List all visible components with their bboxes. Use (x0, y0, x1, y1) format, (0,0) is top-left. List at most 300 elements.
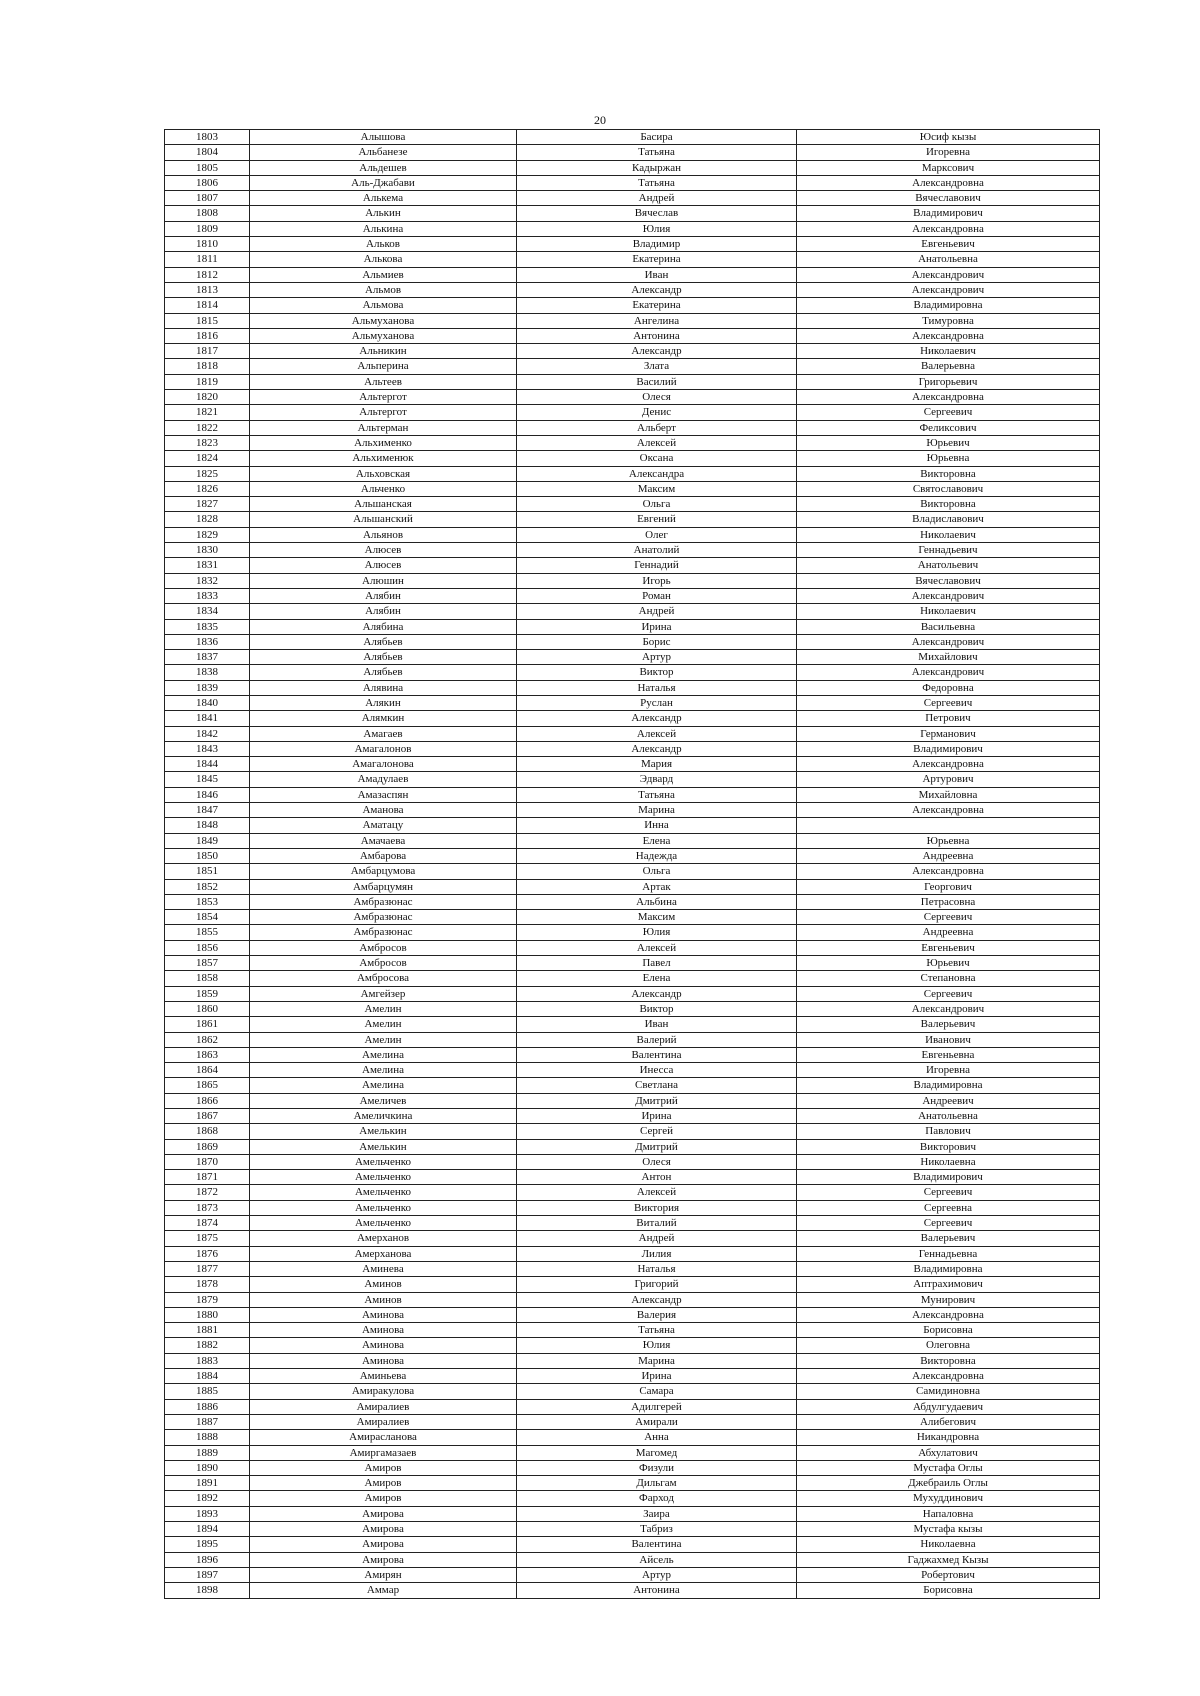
patronymic-cell: Александрович (797, 282, 1100, 297)
row-number-cell: 1879 (165, 1292, 250, 1307)
row-number-cell: 1861 (165, 1017, 250, 1032)
surname-cell: Амерханова (250, 1246, 517, 1261)
first-name-cell: Надежда (517, 848, 797, 863)
table-row (165, 1154, 1100, 1169)
surname-cell: Амбарцумян (250, 879, 517, 894)
surname-cell: Альмуханова (250, 328, 517, 343)
first-name-cell: Юлия (517, 1338, 797, 1353)
surname-cell: Алякин (250, 695, 517, 710)
table-row (165, 634, 1100, 649)
row-number-cell: 1831 (165, 558, 250, 573)
surname-cell: Амиров (250, 1460, 517, 1475)
table-row (165, 359, 1100, 374)
patronymic-cell: Сергеевич (797, 910, 1100, 925)
row-number-cell: 1843 (165, 741, 250, 756)
surname-cell: Амелина (250, 1047, 517, 1062)
patronymic-cell: Анатольевна (797, 1109, 1100, 1124)
surname-cell: Амелин (250, 1032, 517, 1047)
table-row (165, 1200, 1100, 1215)
surname-cell: Амелькин (250, 1139, 517, 1154)
table-row (165, 1047, 1100, 1062)
first-name-cell: Иван (517, 1017, 797, 1032)
table-row (165, 298, 1100, 313)
names-table-body (165, 130, 1100, 1599)
first-name-cell: Инесса (517, 1063, 797, 1078)
patronymic-cell: Мунирович (797, 1292, 1100, 1307)
row-number-cell: 1840 (165, 695, 250, 710)
first-name-cell: Светлана (517, 1078, 797, 1093)
patronymic-cell: Юрьевич (797, 435, 1100, 450)
first-name-cell: Артак (517, 879, 797, 894)
surname-cell: Альхименко (250, 435, 517, 450)
first-name-cell: Василий (517, 374, 797, 389)
surname-cell: Аминова (250, 1307, 517, 1322)
surname-cell: Альшанская (250, 497, 517, 512)
surname-cell: Амирасланова (250, 1430, 517, 1445)
patronymic-cell: Сергеевич (797, 1216, 1100, 1231)
surname-cell: Амирова (250, 1506, 517, 1521)
table-row (165, 1246, 1100, 1261)
table-row (165, 1093, 1100, 1108)
surname-cell: Амазаспян (250, 787, 517, 802)
table-row (165, 1460, 1100, 1475)
patronymic-cell: Валерьевна (797, 359, 1100, 374)
row-number-cell: 1828 (165, 512, 250, 527)
patronymic-cell: Мустафа кызы (797, 1522, 1100, 1537)
patronymic-cell: Александровна (797, 1307, 1100, 1322)
row-number-cell: 1898 (165, 1583, 250, 1598)
first-name-cell: Альбина (517, 894, 797, 909)
surname-cell: Амелин (250, 1001, 517, 1016)
first-name-cell: Самара (517, 1384, 797, 1399)
surname-cell: Амбразюнас (250, 925, 517, 940)
row-number-cell: 1825 (165, 466, 250, 481)
patronymic-cell: Евгеньевна (797, 1047, 1100, 1062)
row-number-cell: 1855 (165, 925, 250, 940)
table-row (165, 390, 1100, 405)
row-number-cell: 1874 (165, 1216, 250, 1231)
row-number-cell: 1887 (165, 1414, 250, 1429)
row-number-cell: 1816 (165, 328, 250, 343)
row-number-cell: 1805 (165, 160, 250, 175)
row-number-cell: 1803 (165, 130, 250, 145)
table-row (165, 145, 1100, 160)
surname-cell: Амиралиев (250, 1414, 517, 1429)
patronymic-cell: Владимирович (797, 206, 1100, 221)
first-name-cell: Павел (517, 956, 797, 971)
patronymic-cell: Мустафа Оглы (797, 1460, 1100, 1475)
table-row (165, 1522, 1100, 1537)
row-number-cell: 1866 (165, 1093, 250, 1108)
patronymic-cell: Валерьевич (797, 1231, 1100, 1246)
patronymic-cell: Николаевич (797, 344, 1100, 359)
patronymic-cell: Владимирович (797, 741, 1100, 756)
row-number-cell: 1815 (165, 313, 250, 328)
row-number-cell: 1897 (165, 1567, 250, 1582)
patronymic-cell: Александрович (797, 634, 1100, 649)
row-number-cell: 1882 (165, 1338, 250, 1353)
table-row (165, 1216, 1100, 1231)
surname-cell: Альмов (250, 282, 517, 297)
row-number-cell: 1854 (165, 910, 250, 925)
table-row (165, 650, 1100, 665)
table-row (165, 1476, 1100, 1491)
surname-cell: Амельченко (250, 1170, 517, 1185)
table-row (165, 1261, 1100, 1276)
first-name-cell: Анатолий (517, 543, 797, 558)
surname-cell: Алябин (250, 604, 517, 619)
surname-cell: Алькин (250, 206, 517, 221)
table-row (165, 1292, 1100, 1307)
first-name-cell: Ольга (517, 497, 797, 512)
surname-cell: Алькема (250, 191, 517, 206)
row-number-cell: 1823 (165, 435, 250, 450)
first-name-cell: Дильгам (517, 1476, 797, 1491)
row-number-cell: 1846 (165, 787, 250, 802)
table-row (165, 940, 1100, 955)
patronymic-cell: Борисовна (797, 1583, 1100, 1598)
first-name-cell: Злата (517, 359, 797, 374)
table-row (165, 864, 1100, 879)
first-name-cell: Антонина (517, 1583, 797, 1598)
first-name-cell: Валерий (517, 1032, 797, 1047)
first-name-cell: Валентина (517, 1047, 797, 1062)
table-row (165, 527, 1100, 542)
first-name-cell: Заира (517, 1506, 797, 1521)
surname-cell: Алямкин (250, 711, 517, 726)
first-name-cell: Алексей (517, 435, 797, 450)
row-number-cell: 1872 (165, 1185, 250, 1200)
first-name-cell: Юлия (517, 221, 797, 236)
table-row (165, 328, 1100, 343)
surname-cell: Амирян (250, 1567, 517, 1582)
surname-cell: Альховская (250, 466, 517, 481)
table-row (165, 1124, 1100, 1139)
table-row (165, 619, 1100, 634)
patronymic-cell: Сергеевич (797, 695, 1100, 710)
surname-cell: Амагалонов (250, 741, 517, 756)
first-name-cell: Руслан (517, 695, 797, 710)
surname-cell: Амиров (250, 1476, 517, 1491)
first-name-cell: Марина (517, 1353, 797, 1368)
surname-cell: Аминьева (250, 1369, 517, 1384)
patronymic-cell: Александровна (797, 390, 1100, 405)
first-name-cell: Олег (517, 527, 797, 542)
row-number-cell: 1885 (165, 1384, 250, 1399)
surname-cell: Аматацу (250, 818, 517, 833)
surname-cell: Алябьев (250, 650, 517, 665)
patronymic-cell: Викторовна (797, 497, 1100, 512)
patronymic-cell: Владимирович (797, 1170, 1100, 1185)
table-row (165, 925, 1100, 940)
surname-cell: Амелькин (250, 1124, 517, 1139)
row-number-cell: 1886 (165, 1399, 250, 1414)
patronymic-cell: Сергеевна (797, 1200, 1100, 1215)
row-number-cell: 1836 (165, 634, 250, 649)
first-name-cell: Валерия (517, 1307, 797, 1322)
surname-cell: Алькина (250, 221, 517, 236)
patronymic-cell: Аптрахимович (797, 1277, 1100, 1292)
first-name-cell: Оксана (517, 451, 797, 466)
row-number-cell: 1890 (165, 1460, 250, 1475)
surname-cell: Альперина (250, 359, 517, 374)
first-name-cell: Табриз (517, 1522, 797, 1537)
surname-cell: Амбразюнас (250, 910, 517, 925)
row-number-cell: 1811 (165, 252, 250, 267)
row-number-cell: 1860 (165, 1001, 250, 1016)
surname-cell: Амельченко (250, 1216, 517, 1231)
row-number-cell: 1870 (165, 1154, 250, 1169)
table-row (165, 1078, 1100, 1093)
table-row (165, 1323, 1100, 1338)
table-row (165, 818, 1100, 833)
table-row (165, 1185, 1100, 1200)
patronymic-cell: Григорьевич (797, 374, 1100, 389)
table-row (165, 221, 1100, 236)
patronymic-cell: Андреевич (797, 1093, 1100, 1108)
row-number-cell: 1892 (165, 1491, 250, 1506)
surname-cell: Амгейзер (250, 986, 517, 1001)
row-number-cell: 1820 (165, 390, 250, 405)
surname-cell: Амирова (250, 1522, 517, 1537)
row-number-cell: 1845 (165, 772, 250, 787)
surname-cell: Амагалонова (250, 757, 517, 772)
patronymic-cell: Николаевна (797, 1537, 1100, 1552)
table-row (165, 1537, 1100, 1552)
row-number-cell: 1856 (165, 940, 250, 955)
patronymic-cell: Васильевна (797, 619, 1100, 634)
patronymic-cell: Вячеславович (797, 573, 1100, 588)
surname-cell: Амелин (250, 1017, 517, 1032)
patronymic-cell: Павлович (797, 1124, 1100, 1139)
patronymic-cell: Иванович (797, 1032, 1100, 1047)
row-number-cell: 1807 (165, 191, 250, 206)
row-number-cell: 1824 (165, 451, 250, 466)
first-name-cell: Виктор (517, 1001, 797, 1016)
row-number-cell: 1809 (165, 221, 250, 236)
patronymic-cell: Артурович (797, 772, 1100, 787)
first-name-cell: Дмитрий (517, 1093, 797, 1108)
row-number-cell: 1876 (165, 1246, 250, 1261)
table-row (165, 711, 1100, 726)
patronymic-cell: Владиславович (797, 512, 1100, 527)
first-name-cell: Мария (517, 757, 797, 772)
table-row (165, 466, 1100, 481)
first-name-cell: Валентина (517, 1537, 797, 1552)
table-row (165, 451, 1100, 466)
first-name-cell: Максим (517, 910, 797, 925)
surname-cell: Амельченко (250, 1185, 517, 1200)
surname-cell: Альтергот (250, 390, 517, 405)
table-row (165, 1353, 1100, 1368)
patronymic-cell: Святославович (797, 481, 1100, 496)
patronymic-cell: Анатольевна (797, 252, 1100, 267)
first-name-cell: Елена (517, 971, 797, 986)
surname-cell: Аминева (250, 1261, 517, 1276)
first-name-cell: Андрей (517, 191, 797, 206)
row-number-cell: 1818 (165, 359, 250, 374)
row-number-cell: 1869 (165, 1139, 250, 1154)
row-number-cell: 1848 (165, 818, 250, 833)
surname-cell: Амирова (250, 1537, 517, 1552)
table-row (165, 497, 1100, 512)
surname-cell: Амиралиев (250, 1399, 517, 1414)
row-number-cell: 1859 (165, 986, 250, 1001)
first-name-cell: Екатерина (517, 298, 797, 313)
first-name-cell: Кадыржан (517, 160, 797, 175)
table-row (165, 1430, 1100, 1445)
patronymic-cell: Александрович (797, 588, 1100, 603)
table-row (165, 604, 1100, 619)
table-row (165, 1583, 1100, 1598)
patronymic-cell: Геннадьевна (797, 1246, 1100, 1261)
table-row (165, 833, 1100, 848)
patronymic-cell: Юрьевич (797, 956, 1100, 971)
table-row (165, 1032, 1100, 1047)
table-row (165, 1109, 1100, 1124)
table-row (165, 1369, 1100, 1384)
row-number-cell: 1888 (165, 1430, 250, 1445)
first-name-cell: Марина (517, 803, 797, 818)
surname-cell: Амеличев (250, 1093, 517, 1108)
surname-cell: Аль-Джабави (250, 175, 517, 190)
first-name-cell: Игорь (517, 573, 797, 588)
table-row (165, 206, 1100, 221)
patronymic-cell: Робертович (797, 1567, 1100, 1582)
table-row (165, 741, 1100, 756)
table-row (165, 1231, 1100, 1246)
row-number-cell: 1839 (165, 680, 250, 695)
row-number-cell: 1849 (165, 833, 250, 848)
row-number-cell: 1851 (165, 864, 250, 879)
surname-cell: Амбросов (250, 940, 517, 955)
surname-cell: Амиргамазаев (250, 1445, 517, 1460)
row-number-cell: 1867 (165, 1109, 250, 1124)
surname-cell: Амельченко (250, 1154, 517, 1169)
surname-cell: Аманова (250, 803, 517, 818)
page-number: 20 (594, 113, 606, 127)
row-number-cell: 1857 (165, 956, 250, 971)
first-name-cell: Алексей (517, 1185, 797, 1200)
row-number-cell: 1853 (165, 894, 250, 909)
row-number-cell: 1880 (165, 1307, 250, 1322)
table-row (165, 726, 1100, 741)
patronymic-cell: Абдулгудаевич (797, 1399, 1100, 1414)
table-row (165, 1399, 1100, 1414)
patronymic-cell: Гаджахмед Кызы (797, 1552, 1100, 1567)
surname-cell: Амиракулова (250, 1384, 517, 1399)
first-name-cell: Екатерина (517, 252, 797, 267)
row-number-cell: 1810 (165, 237, 250, 252)
names-table (164, 129, 1100, 1599)
surname-cell: Амадулаев (250, 772, 517, 787)
table-row (165, 313, 1100, 328)
surname-cell: Альдешев (250, 160, 517, 175)
first-name-cell: Алексей (517, 940, 797, 955)
row-number-cell: 1806 (165, 175, 250, 190)
row-number-cell: 1875 (165, 1231, 250, 1246)
row-number-cell: 1838 (165, 665, 250, 680)
row-number-cell: 1834 (165, 604, 250, 619)
surname-cell: Алябьев (250, 665, 517, 680)
patronymic-cell: Федоровна (797, 680, 1100, 695)
first-name-cell: Григорий (517, 1277, 797, 1292)
patronymic-cell: Александровна (797, 757, 1100, 772)
patronymic-cell: Петрасовна (797, 894, 1100, 909)
first-name-cell: Александр (517, 741, 797, 756)
surname-cell: Алькова (250, 252, 517, 267)
patronymic-cell: Андреевна (797, 848, 1100, 863)
row-number-cell: 1835 (165, 619, 250, 634)
table-row (165, 191, 1100, 206)
row-number-cell: 1819 (165, 374, 250, 389)
first-name-cell: Ангелина (517, 313, 797, 328)
patronymic-cell: Александровна (797, 221, 1100, 236)
table-row (165, 282, 1100, 297)
first-name-cell: Александр (517, 344, 797, 359)
surname-cell: Амбарова (250, 848, 517, 863)
patronymic-cell: Николаевич (797, 527, 1100, 542)
table-row (165, 588, 1100, 603)
patronymic-cell: Сергеевич (797, 986, 1100, 1001)
table-row (165, 848, 1100, 863)
surname-cell: Альченко (250, 481, 517, 496)
patronymic-cell: Викторовна (797, 466, 1100, 481)
first-name-cell: Басира (517, 130, 797, 145)
first-name-cell: Антон (517, 1170, 797, 1185)
surname-cell: Альтерман (250, 420, 517, 435)
patronymic-cell: Юсиф кызы (797, 130, 1100, 145)
surname-cell: Альмуханова (250, 313, 517, 328)
surname-cell: Амельченко (250, 1200, 517, 1215)
table-row (165, 1307, 1100, 1322)
surname-cell: Альмова (250, 298, 517, 313)
patronymic-cell: Сергеевич (797, 405, 1100, 420)
row-number-cell: 1826 (165, 481, 250, 496)
first-name-cell: Виктория (517, 1200, 797, 1215)
table-row (165, 1001, 1100, 1016)
surname-cell: Альшанский (250, 512, 517, 527)
table-row (165, 1491, 1100, 1506)
first-name-cell: Виталий (517, 1216, 797, 1231)
row-number-cell: 1830 (165, 543, 250, 558)
patronymic-cell: Юрьевна (797, 833, 1100, 848)
row-number-cell: 1868 (165, 1124, 250, 1139)
surname-cell: Амбросова (250, 971, 517, 986)
surname-cell: Алюсев (250, 558, 517, 573)
patronymic-cell: Степановна (797, 971, 1100, 986)
patronymic-cell: Германович (797, 726, 1100, 741)
patronymic-cell: Андреевна (797, 925, 1100, 940)
table-row (165, 1567, 1100, 1582)
first-name-cell: Эдвард (517, 772, 797, 787)
table-row (165, 344, 1100, 359)
row-number-cell: 1871 (165, 1170, 250, 1185)
first-name-cell: Сергей (517, 1124, 797, 1139)
row-number-cell: 1862 (165, 1032, 250, 1047)
row-number-cell: 1844 (165, 757, 250, 772)
surname-cell: Алышова (250, 130, 517, 145)
first-name-cell: Александр (517, 282, 797, 297)
patronymic-cell: Игоревна (797, 145, 1100, 160)
surname-cell: Альтергот (250, 405, 517, 420)
first-name-cell: Александр (517, 1292, 797, 1307)
first-name-cell: Ольга (517, 864, 797, 879)
table-row (165, 252, 1100, 267)
first-name-cell: Анна (517, 1430, 797, 1445)
first-name-cell: Наталья (517, 680, 797, 695)
table-row (165, 757, 1100, 772)
